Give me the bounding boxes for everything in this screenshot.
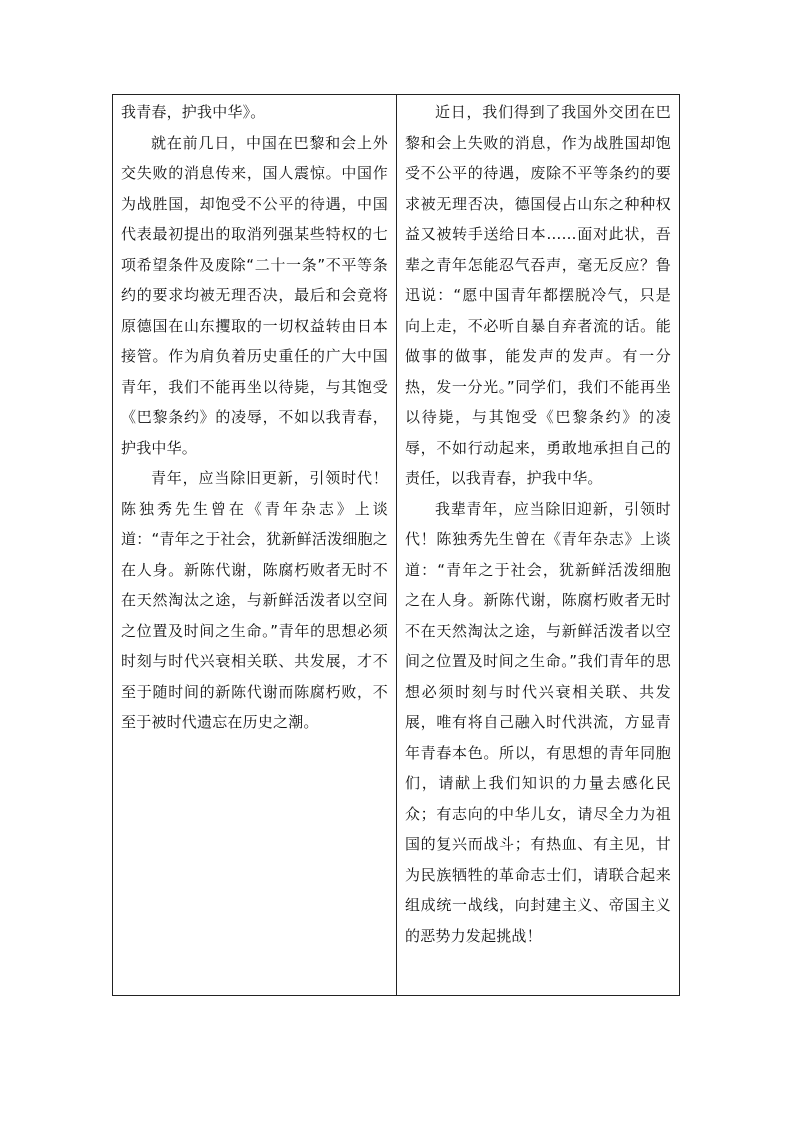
left-paragraph-2: 就在前几日，中国在巴黎和会上外交失败的消息传来，国人震惊。中国作为战胜国，却饱受不公平的待遇，中国代表最初提出的取消列强某些特权的七项希望条件及废除“二十一条”不平等条约的要求均被无理否决，最后和会竟将原德国在山东攫取的一切权益转由日本接管。作为肩负着历史重任的广大中国青年，我们不能再坐以待毙，与其饱受《巴黎条约》的凌辱，不如以我青春，护我中华。 — [121, 133, 388, 457]
right-paragraph-1: 近日，我们得到了我国外交团在巴黎和会上失败的消息，作为战胜国却饱受不公平的待遇，废除不平等条约的要求被无理否决，德国侵占山东之种种权益又被转手送给日本……面对此状，吾辈之青年怎能忍气吞声，毫无反应？鲁迅说：“愿中国青年都摆脱冷气，只是向上走，不必听自暴自弃者流的话。能做事的做事，能发声的发声。有一分热，发一分光。”同学们，我们不能再坐以待毙，与其饱受《巴黎条约》的凌辱，不如行动起来，勇敢地承担自己的责任，以我青春，护我中华。 — [405, 103, 671, 487]
left-paragraph-1: 我青春，护我中华》。 — [121, 103, 266, 121]
comparison-table — [112, 94, 680, 996]
left-paragraph-3: 青年，应当除旧更新，引领时代！陈独秀先生曾在《青年杂志》上谈道：“青年之于社会，犹新鲜活泼细胞之在人身。新陈代谢，陈腐朽败者无时不在天然淘汰之途，与新鲜活泼者以空间之位置及时间之生命。”青年的思想必须时刻与时代兴衰相关联、共发展，才不至于随时间的新陈代谢而陈腐朽败，不至于被时代遗忘在历史之潮。 — [121, 469, 388, 731]
right-paragraph-2: 我辈青年，应当除旧迎新，引领时代！陈独秀先生曾在《青年杂志》上谈道：“青年之于社会，犹新鲜活泼细胞之在人身。新陈代谢，陈腐朽败者无时不在天然淘汰之途，与新鲜活泼者以空间之位置及时间之生命。”我们青年的思想必须时刻与时代兴衰相关联、共发展，唯有将自己融入时代洪流，方显青年青春本色。所以，有思想的青年同胞们，请献上我们知识的力量去感化民众；有志向的中华儿女，请尽全力为祖国的复兴而战斗；有热血、有主见，甘为民族牺牲的革命志士们，请联合起来组成统一战线，向封建主义、帝国主义的恶势力发起挑战！ — [405, 499, 671, 945]
right-column — [397, 95, 679, 995]
left-column — [113, 95, 397, 995]
